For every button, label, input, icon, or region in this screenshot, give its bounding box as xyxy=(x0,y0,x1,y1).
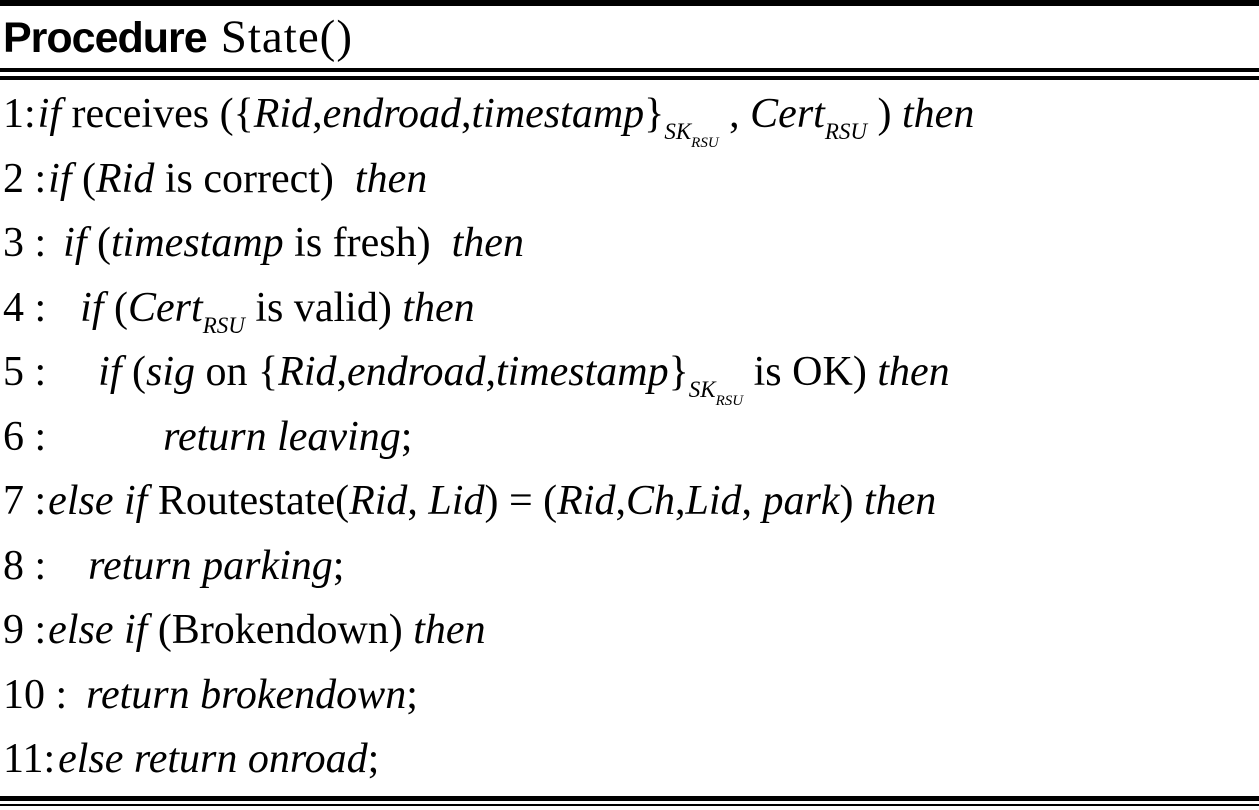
code-roman-text: ) = ( xyxy=(484,478,558,524)
code-italic-text: sig xyxy=(146,349,196,395)
pseudocode-line xyxy=(0,147,1259,212)
pseudocode-body xyxy=(0,80,1259,792)
line-number: 4 : xyxy=(3,284,47,331)
code-roman-text: , xyxy=(336,349,348,395)
code-italic-text: if xyxy=(48,155,72,202)
code-italic-text: park xyxy=(762,478,840,524)
indent-spacer xyxy=(67,707,86,708)
code-roman-text: is OK) xyxy=(743,349,878,395)
line-content xyxy=(63,220,524,266)
line-number: 11: xyxy=(3,736,56,782)
line-number: 5 : xyxy=(3,349,47,395)
code-roman-text: ) xyxy=(839,478,864,524)
line-content xyxy=(98,349,950,409)
procedure-name: State() xyxy=(220,11,353,63)
line-content xyxy=(48,156,427,202)
code-roman-text: , xyxy=(407,478,429,524)
code-italic-text: then xyxy=(413,607,486,653)
indent-spacer xyxy=(46,320,80,321)
code-italic-text: Cert xyxy=(750,91,825,137)
code-italic-text: Rid xyxy=(349,478,408,524)
line-content xyxy=(88,543,344,589)
code-italic-text: then xyxy=(402,284,475,331)
code-roman-text: is fresh) xyxy=(283,220,452,266)
code-italic-text: timestamp xyxy=(471,91,645,137)
line-number: 1: xyxy=(3,91,36,137)
code-roman-text: , xyxy=(485,349,496,395)
indent-spacer xyxy=(46,449,163,450)
code-italic-text: timestamp xyxy=(495,349,669,395)
code-italic-text: endroad xyxy=(347,349,486,395)
code-italic-text: Rid xyxy=(278,349,337,395)
pseudocode-line xyxy=(0,727,1259,792)
code-roman-text: , xyxy=(461,91,472,137)
line-number: 9 : xyxy=(3,607,47,653)
procedure-keyword: Procedure xyxy=(3,14,207,62)
code-roman-text: ; xyxy=(406,671,418,718)
line-number: 3 : xyxy=(3,220,47,266)
code-roman-text: ( xyxy=(121,349,147,395)
pseudocode-line xyxy=(0,405,1259,470)
code-roman-text: , xyxy=(312,91,323,137)
code-italic-text: Lid xyxy=(428,478,485,524)
code-subscript: SK xyxy=(664,119,692,144)
code-italic-text: then xyxy=(877,349,950,395)
line-number: 8 : xyxy=(3,542,47,589)
line-number: 6 : xyxy=(3,413,47,460)
code-roman-text: ( xyxy=(103,284,129,331)
code-subscript: RSU xyxy=(202,312,245,338)
code-roman-text: is valid) xyxy=(244,284,403,331)
code-roman-text: ( xyxy=(86,220,112,266)
line-content xyxy=(48,607,485,653)
code-roman-text: , xyxy=(741,478,763,524)
line-number: 2 : xyxy=(3,155,47,202)
code-italic-text: return brokendown xyxy=(86,671,407,718)
pseudocode-line xyxy=(0,663,1259,728)
pseudocode-line xyxy=(0,211,1259,276)
indent-spacer xyxy=(46,255,63,256)
code-roman-text: (Brokendown) xyxy=(147,607,414,653)
code-subscript: RSU xyxy=(824,119,868,144)
code-italic-text: then xyxy=(864,478,937,524)
code-roman-text: , xyxy=(615,478,626,524)
code-italic-text: if xyxy=(63,220,87,266)
line-content xyxy=(58,736,379,782)
line-number: 10 : xyxy=(3,671,68,718)
line-content xyxy=(86,672,418,718)
code-italic-text: else if xyxy=(48,607,148,653)
code-italic-text: if xyxy=(98,349,122,395)
code-roman-text: ( xyxy=(71,155,97,202)
pseudocode-line xyxy=(0,469,1259,534)
code-italic-text: then xyxy=(354,155,428,202)
code-italic-text: if xyxy=(80,284,104,331)
line-number: 7 : xyxy=(3,478,47,524)
code-roman-text: on { xyxy=(195,349,279,395)
code-roman-text: , xyxy=(674,478,686,524)
code-subscript: RSU xyxy=(715,393,744,409)
code-italic-text: endroad xyxy=(322,91,461,137)
line-content xyxy=(48,478,936,524)
code-italic-text: timestamp xyxy=(111,220,284,266)
indent-spacer xyxy=(46,384,98,385)
code-roman-text: Routestate( xyxy=(147,478,350,524)
bottom-double-rule xyxy=(0,796,1259,806)
procedure-header xyxy=(0,6,1259,68)
code-roman-text: , xyxy=(718,91,751,137)
code-roman-text: } xyxy=(644,91,665,137)
pseudocode-line xyxy=(0,276,1259,341)
code-italic-text: Lid xyxy=(685,478,742,524)
code-italic-text: return parking xyxy=(88,542,333,589)
indent-spacer xyxy=(46,578,88,579)
line-content xyxy=(37,91,975,151)
code-italic-text: then xyxy=(902,91,975,137)
code-roman-text: is correct) xyxy=(154,155,355,202)
code-italic-text: Rid xyxy=(253,91,313,137)
code-roman-text: receives ({ xyxy=(61,91,254,137)
code-roman-text: ; xyxy=(332,542,345,589)
code-roman-text: ) xyxy=(867,91,903,137)
pseudocode-line xyxy=(0,534,1259,599)
code-italic-text: else return onroad xyxy=(58,736,368,782)
code-italic-text: Cert xyxy=(128,284,203,331)
code-italic-text: if xyxy=(37,91,62,137)
pseudocode-line xyxy=(0,598,1259,663)
pseudocode-line xyxy=(0,82,1259,151)
code-roman-text: ; xyxy=(367,736,380,782)
code-subscript: RSU xyxy=(691,135,719,151)
code-roman-text: ; xyxy=(400,413,413,460)
line-content xyxy=(80,284,475,338)
code-italic-text: Rid xyxy=(557,478,616,524)
code-subscript: SK xyxy=(688,377,716,402)
code-italic-text: else if xyxy=(48,478,148,524)
code-roman-text: } xyxy=(668,349,689,395)
pseudocode-line xyxy=(0,340,1259,409)
code-italic-text: Ch xyxy=(625,478,675,524)
header-double-rule xyxy=(0,68,1259,80)
line-content xyxy=(163,414,412,460)
code-italic-text: then xyxy=(451,220,524,266)
code-italic-text: return leaving xyxy=(163,413,401,460)
code-italic-text: Rid xyxy=(96,155,155,202)
